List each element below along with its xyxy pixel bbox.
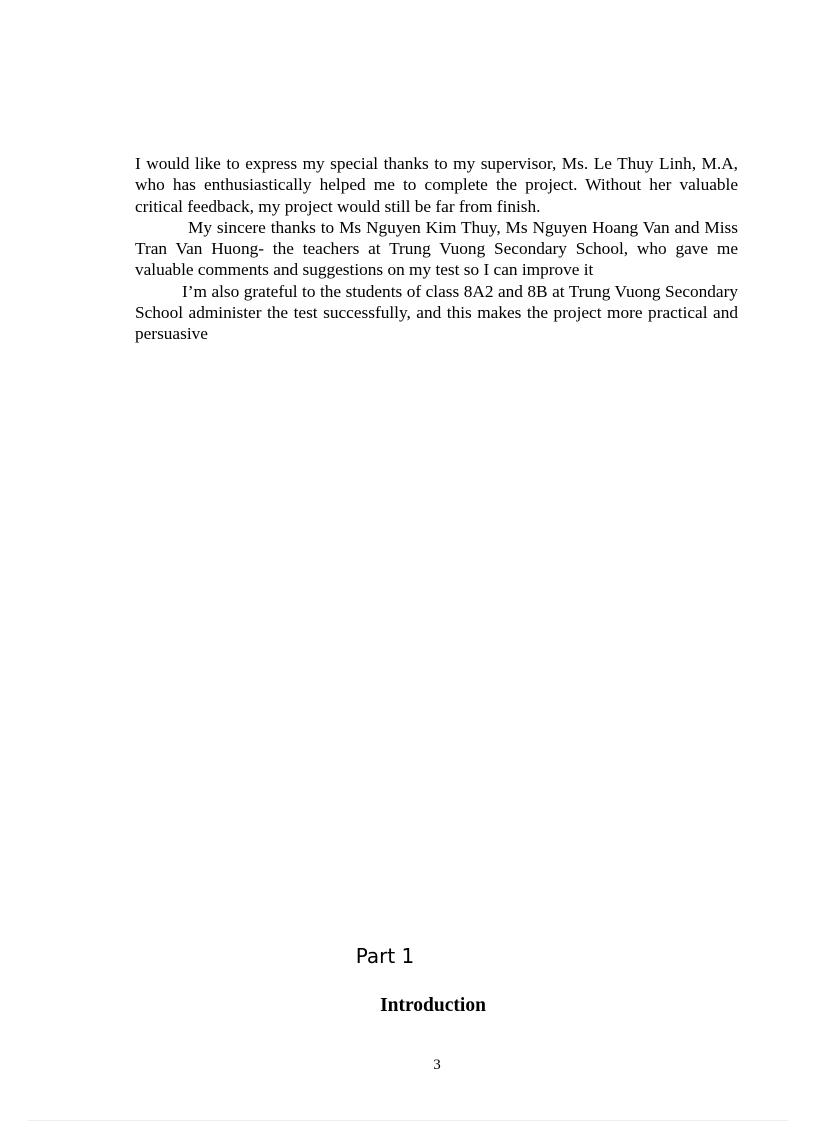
acknowledgement-paragraph-supervisor: I would like to express my special thanks to my supervisor, Ms. Le Thuy Linh, M.A, who has enthusiastically helped me to complete the project. Without her valuable critical feedback, my project would still be far from finish. bbox=[135, 154, 738, 216]
acknowledgements-body bbox=[135, 153, 738, 345]
acknowledgement-paragraph-students: I’m also grateful to the students of class 8A2 and 8B at Trung Vuong Secondary School administer the test successfully, and this makes the project more practical and persuasive bbox=[135, 281, 738, 344]
part-heading: Part 1 bbox=[355, 944, 415, 968]
section-title: Introduction bbox=[380, 995, 486, 1016]
page-number: 3 bbox=[433, 1057, 441, 1073]
page-bottom-edge bbox=[28, 1120, 788, 1121]
acknowledgement-paragraph-teachers: My sincere thanks to Ms Nguyen Kim Thuy, Ms Nguyen Hoang Van and Miss Tran Van Huong- the teachers at Trung Vuong Secondary School, who gave me valuable comments and suggestions on my test so I can improve it bbox=[135, 217, 738, 280]
